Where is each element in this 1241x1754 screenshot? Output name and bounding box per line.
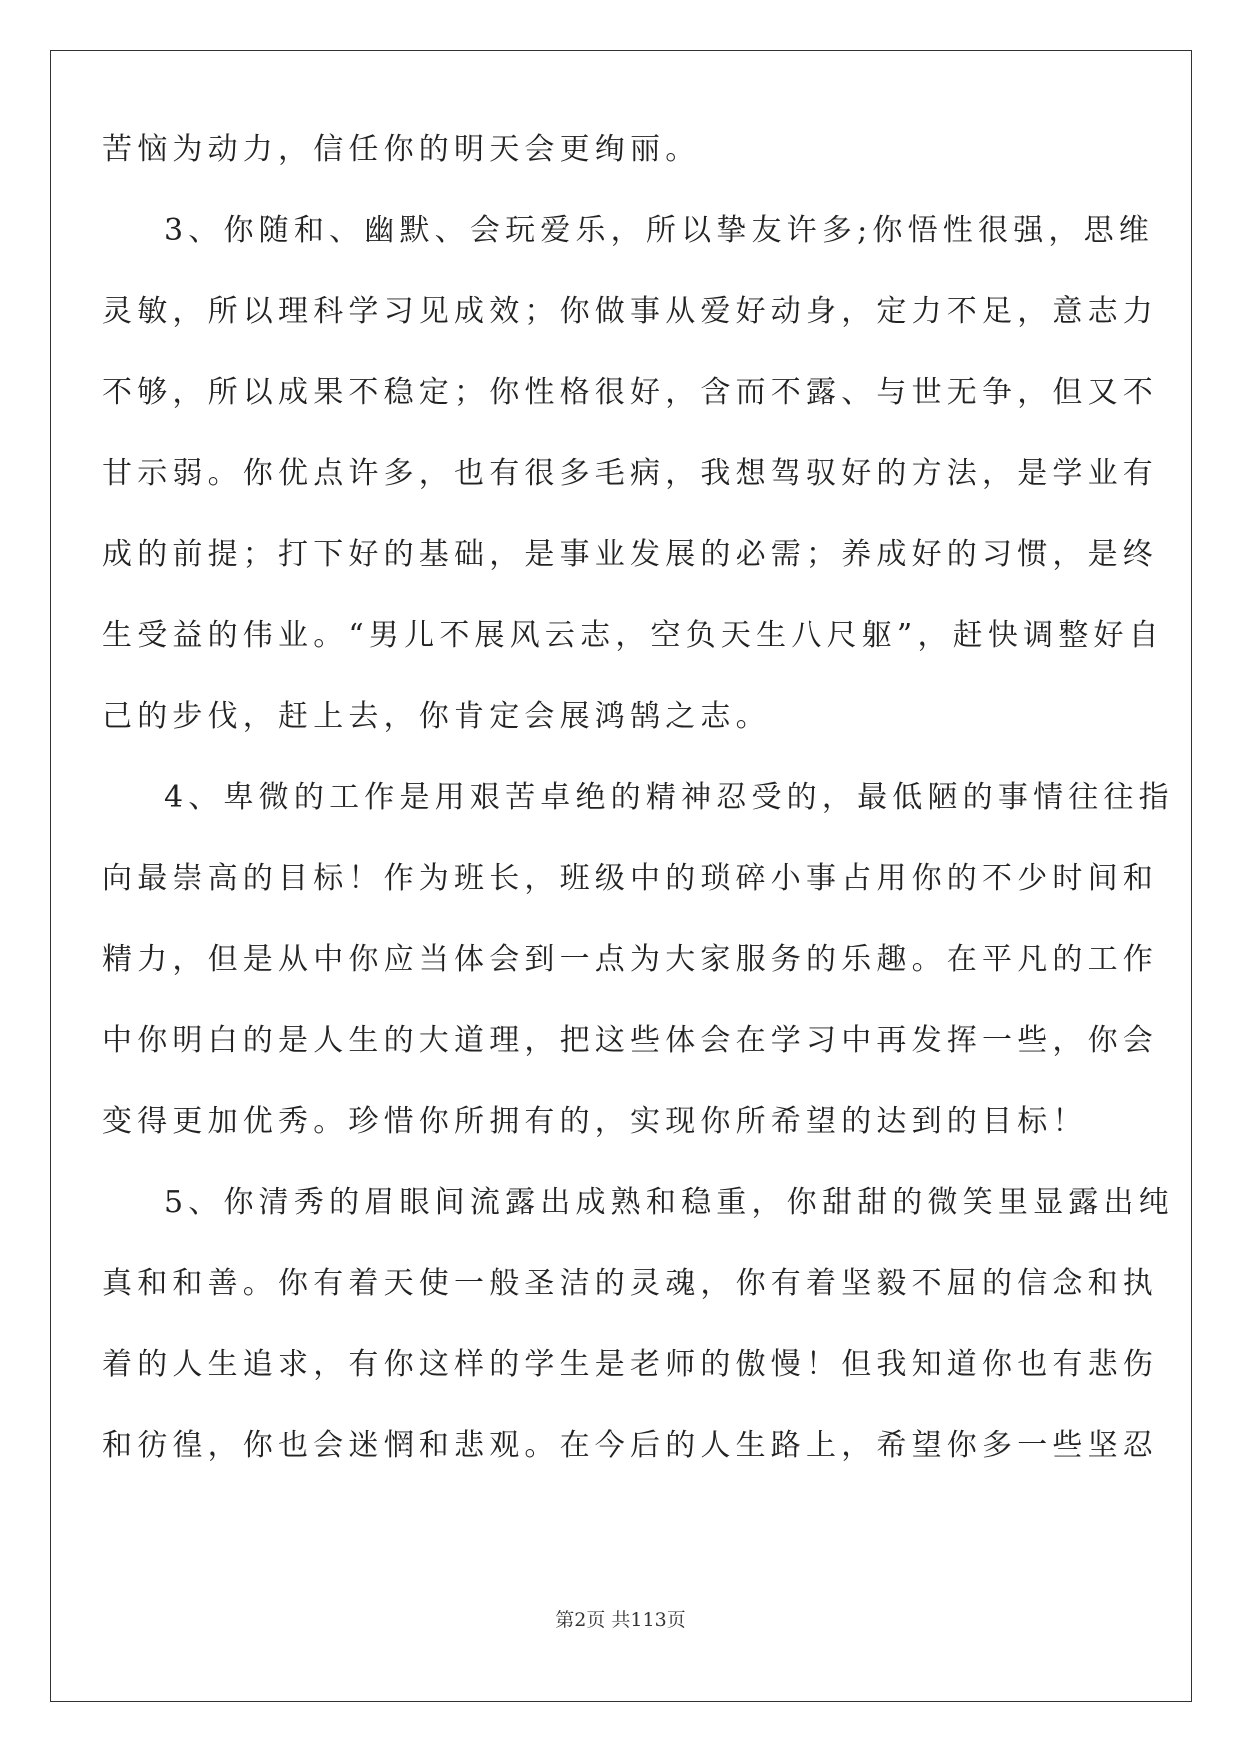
text-line: 甘示弱。你优点许多，也有很多毛病，我想驾驭好的方法，是学业有 [102,456,1158,491]
text-line: 中你明白的是人生的大道理，把这些体会在学习中再发挥一些，你会 [102,1023,1158,1058]
text-line: 5、你清秀的眉眼间流露出成熟和稳重，你甜甜的微笑里显露出纯 [164,1185,1174,1220]
text-line: 向最崇高的目标！作为班长，班级中的琐碎小事占用你的不少时间和 [102,861,1158,896]
text-line: 变得更加优秀。珍惜你所拥有的，实现你所希望的达到的目标！ [102,1104,1088,1139]
text-line: 苦恼为动力，信任你的明天会更绚丽。 [102,132,701,167]
text-line: 3、你随和、幽默、会玩爱乐，所以挚友许多;你悟性很强，思维 [164,213,1154,248]
text-line: 精力，但是从中你应当体会到一点为大家服务的乐趣。在平凡的工作 [102,942,1158,977]
text-line: 生受益的伟业。“男儿不展风云志，空负天生八尺躯”，赶快调整好自 [102,618,1164,653]
text-line: 真和和善。你有着天使一般圣洁的灵魂，你有着坚毅不屈的信念和执 [102,1266,1158,1301]
document-body [102,132,1174,1512]
text-line: 和彷徨，你也会迷惘和悲观。在今后的人生路上，希望你多一些坚忍 [102,1428,1158,1463]
page-number-footer: 第2页 共113页 [555,1609,686,1631]
text-line: 不够，所以成果不稳定；你性格很好，含而不露、与世无争，但又不 [102,375,1158,410]
text-line: 己的步伐，赶上去，你肯定会展鸿鹄之志。 [102,699,771,734]
text-line: 灵敏，所以理科学习见成效；你做事从爱好动身，定力不足，意志力 [102,294,1158,329]
text-line: 4、卑微的工作是用艰苦卓绝的精神忍受的，最低陋的事情往往指 [164,780,1174,815]
text-line: 着的人生追求，有你这样的学生是老师的傲慢！但我知道你也有悲伤 [102,1347,1158,1382]
text-line: 成的前提；打下好的基础，是事业发展的必需；养成好的习惯，是终 [102,537,1158,572]
